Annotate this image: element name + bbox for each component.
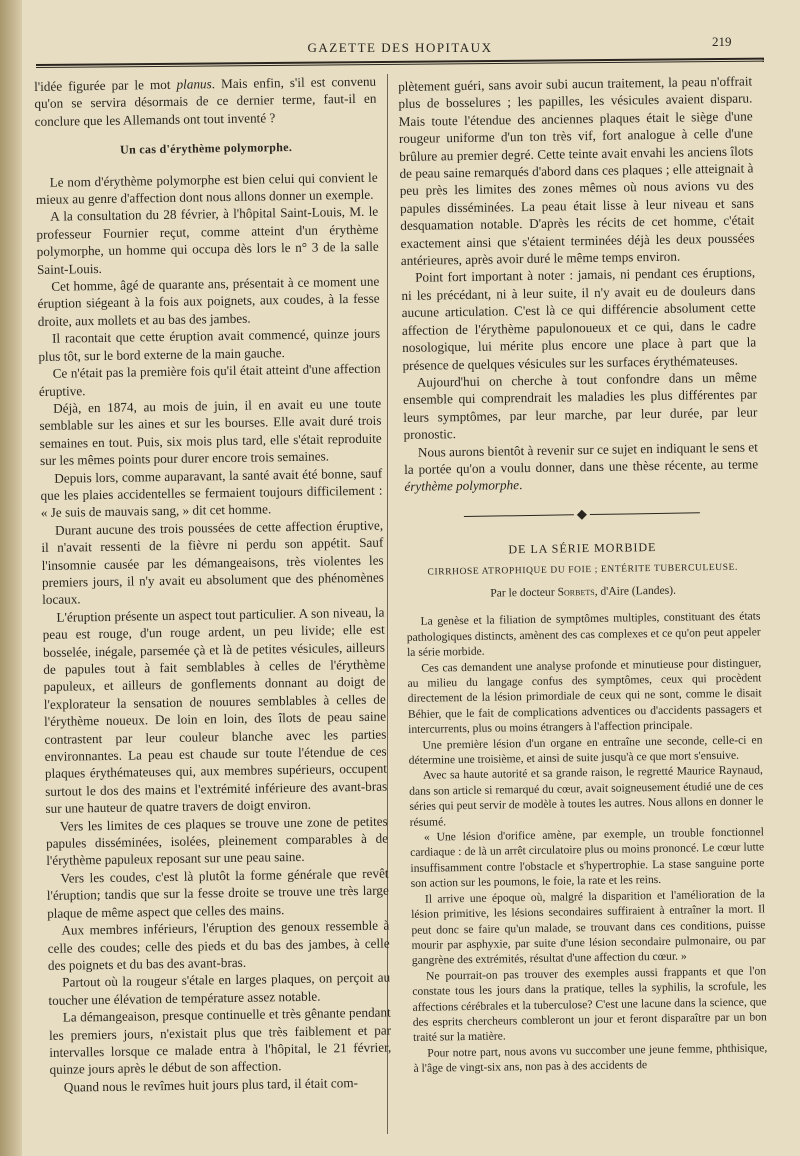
- article-paragraph: Ne pourrait-on pas trouver des exemples aussi frappants et que l'on constate tous les jours dans la pratique, telles la syphilis, la scrofule, les affections cérébrales et la tuberculose? C'est une lacune dans la science, que des esprits chercheurs combleront un jour et feront disparaître par un bon traité sur la matière.: [412, 964, 767, 1045]
- paragraph: Cet homme, âgé de quarante ans, présentait à ce moment une éruption siégeant à la fois aux poignets, aux coudes, à la fesse droite, aux mollets et au bas des jambes.: [37, 273, 380, 329]
- paragraph: Partout où la rougeur s'étale en larges plaques, on perçoit au toucher une élévation de température assez notable.: [48, 969, 391, 1008]
- paragraph: Durant aucune des trois poussées de cette affection éruptive, il n'avait ressenti de la fièvre ni perdu son appétit. Sauf l'insomnie causée par les démangeaisons, très violentes les premiers jours, il n'y avait eu absolument que des phénomènes locaux.: [41, 517, 384, 608]
- paragraph: Déjà, en 1874, au mois de juin, il en avait eu une toute semblable sur les aines et sur les bourses. Elle avait duré trois semaines en tout. Puis, six mois plus tard, elle s'était reproduite sur les mêmes points pour durer encore trois semaines.: [39, 395, 382, 469]
- intro-paragraph: l'idée figurée par le mot planus. Mais enfin, s'il est convenu qu'on se servira désormais de ce dernier terme, faut-il en conclure que les Allemands ont tout inventé ?: [34, 73, 377, 129]
- paragraph: Depuis lors, comme auparavant, la santé avait été bonne, sauf que les plaies accidentelles se fermaient toujours difficilement : « Je suis de mauvais sang, » dit cet homme.: [40, 465, 383, 521]
- paragraph: Il racontait que cette éruption avait commencé, quinze jours plus tôt, sur le bord externe de la main gauche.: [38, 325, 381, 364]
- paragraph: Nous aurons bientôt à revenir sur ce sujet en indiquant le sens et la portée qu'on a voulu donner, dans une thèse récente, au terme érythème polymorphe.: [404, 438, 759, 495]
- left-column: [34, 73, 392, 1096]
- article-paragraph: Avec sa haute autorité et sa grande raison, le regretté Maurice Raynaud, dans son article si remarqué du cœur, avait soigneusement étudié une de ces séries qui peut servir de modèle à toutes les autres. Nous allons en donner le résumé.: [409, 763, 764, 829]
- page-header-title: GAZETTE DES HOPITAUX: [307, 40, 493, 55]
- paragraph: Vers les limites de ces plaques se trouve une zone de petites papules disséminées, isolées, pleinement comparables à de l'érythème papuleux reposant sur une peau saine.: [45, 813, 389, 869]
- section-title: Un cas d'érythème polymorphe.: [120, 140, 293, 157]
- paragraph: plètement guéri, sans avoir subi aucun traitement, la peau n'offrait plus de bosselures ; les papilles, les vésicules avaient disparu. Mais toute l'étendue des anciennes plaques était le siège d'une rougeur uniforme d'un ton très vif, fort analogue à celle d'une brûlure au premier degré. Cette teinte avait envahi les anciens îlots de peau saine remarqués d'abord dans ces plaques ; elle atteignait à peu près les limites des zones mêmes où nous avions vu des papules disséminées. La peau était lisse à leur niveau et sans desquamation notable. D'après les récits de cet homme, c'était exactement ainsi que s'étaient terminées déjà les deux poussées antérieures, après avoir duré le même temps environ.: [398, 73, 755, 269]
- article-subtitle: CIRRHOSE ATROPHIQUE DU FOIE ; ENTÉRITE TUBERCULEUSE.: [427, 562, 739, 578]
- paragraph: La démangeaison, presque continuelle et très gênante pendant les premiers jours, n'existait plus que très faiblement et par intervalles lorsque ce malade entra à l'hôpital, le 21 février, quinze jours après le début de son affection.: [48, 1004, 392, 1078]
- article-paragraph: Une première lésion d'un organe en entraîne une seconde, celle-ci en détermine une troisième, et ainsi de suite jusqu'à ce que mort s'ensuive.: [408, 732, 763, 767]
- article-title: DE LA SÉRIE MORBIDE: [508, 540, 657, 557]
- header-rule: [36, 58, 764, 68]
- article-paragraph: « Une lésion d'orifice amène, par exemple, un trouble fonctionnel cardiaque : de là un arrêt circulatoire plus ou moins prononcé. Le cœur lutte insuffisamment contre l'obstacle et s'hypertrophie. La stase sanguine porte son action sur les poumons, le foie, la rate et les reins.: [410, 825, 765, 891]
- article-paragraph: Il arrive une époque où, malgré la disparition et l'amélioration de la lésion primitive, les lésions secondaires suffiraient à entraîner la mort. Il peut donc se faire qu'un malade, se trouvant dans ces conditions, puisse mourir par asphyxie, par suite d'une lésion secondaire pulmonaire, ou par gangrène des extrémités, résultat d'une affection du cœur. »: [411, 887, 766, 968]
- author-name: Sorbets: [557, 584, 595, 599]
- right-column: [398, 72, 768, 1076]
- article-paragraph: Pour notre part, nous avons vu succomber une jeune femme, phthisique, à l'âge de vingt-six ans, non pas à des accidents de: [413, 1041, 768, 1076]
- article-paragraph: Ces cas demandent une analyse profonde et minutieuse pour distinguer, au milieu du langage confus des symptômes, ceux qui procèdent directement de la lésion primordiale de ceux qui ne sont, comme le disait Béhier, que le fait de complications adventices ou d'accidents passagers et intercurrents, plus ou moins étrangers à l'affection principale.: [407, 655, 763, 737]
- paragraph: Point fort important à noter : jamais, ni pendant ces éruptions, ni les précédant, ni à leur suite, il n'y avait eu de douleurs dans aucune articulation. C'est là ce qui différencie absolument cette affection de l'érythème papulonoueux et ce qui, dans le cadre nosologique, lui mérite plus encore une place à part que la présence de quelques vésicules sur les surfaces érythémateuses.: [401, 264, 757, 373]
- paragraph: L'éruption présente un aspect tout particulier. A son niveau, la peau est rouge, d'un rouge ardent, un peu livide; elle est bosselée, inégale, parsemée çà et là de petites vésicules, ailleurs de papules tout à fait semblables à celles de l'érythème papuleux, et ailleurs de gonflements donnant au doigt de l'explorateur la sensation de nouures semblables à celles de l'érythème noueux. De loin en loin, des îlots de peau saine contrastent par leur couleur blanche avec les parties environnantes. La peau est chaude sur toute l'étendue de ces plaques érythémateuses qui, aux membres supérieurs, occupent surtout le dos des mains et l'extrémité inférieure des avant-bras sur une hauteur de quatre travers de doigt environ.: [42, 604, 388, 817]
- paragraph: Ce n'était pas la première fois qu'il était atteint d'une affection éruptive.: [38, 360, 381, 399]
- paragraph: Aujourd'hui on cherche à tout confondre dans un même ensemble qui comprendrait les maladies les plus différentes par leurs symptômes, par leur marche, par leur durée, par leur pronostic.: [402, 369, 758, 443]
- section-ornament: ◆: [405, 502, 759, 525]
- article-paragraph: La genèse et la filiation de symptômes multiples, constituant des états pathologiques distincts, amènent des cas complexes et ce qu'on peut appeler la série morbide.: [406, 609, 761, 660]
- article-byline: Par le docteur Sorbets, d'Aire (Landes).: [490, 583, 677, 600]
- paragraph: Aux membres inférieurs, l'éruption des genoux ressemble à celle des coudes; celle des pieds et du bas des jambes, à celle des poignets et du bas des avant-bras.: [47, 917, 390, 973]
- paragraph: A la consultation du 28 février, à l'hôpital Saint-Louis, M. le professeur Fournier reçut, comme atteint d'un érythème polymorphe, un homme qui occupa dès lors le n° 3 de la salle Saint-Louis.: [36, 204, 379, 277]
- paragraph: Quand nous le revîmes huit jours plus tard, il était com-: [63, 1074, 359, 1095]
- page-number: 219: [712, 34, 732, 49]
- paragraph: Le nom d'érythème polymorphe est bien celui qui convient le mieux au genre d'affection dont nous allons donner un exemple.: [35, 169, 378, 208]
- italic-term: érythème polymorphe: [404, 477, 520, 495]
- paragraph: Vers les coudes, c'est là plutôt la forme générale que revêt l'éruption; tandis que sur la fesse droite se trouve une très large plaque de même aspect que celles des mains.: [46, 865, 389, 921]
- italic-term: planus: [176, 76, 212, 92]
